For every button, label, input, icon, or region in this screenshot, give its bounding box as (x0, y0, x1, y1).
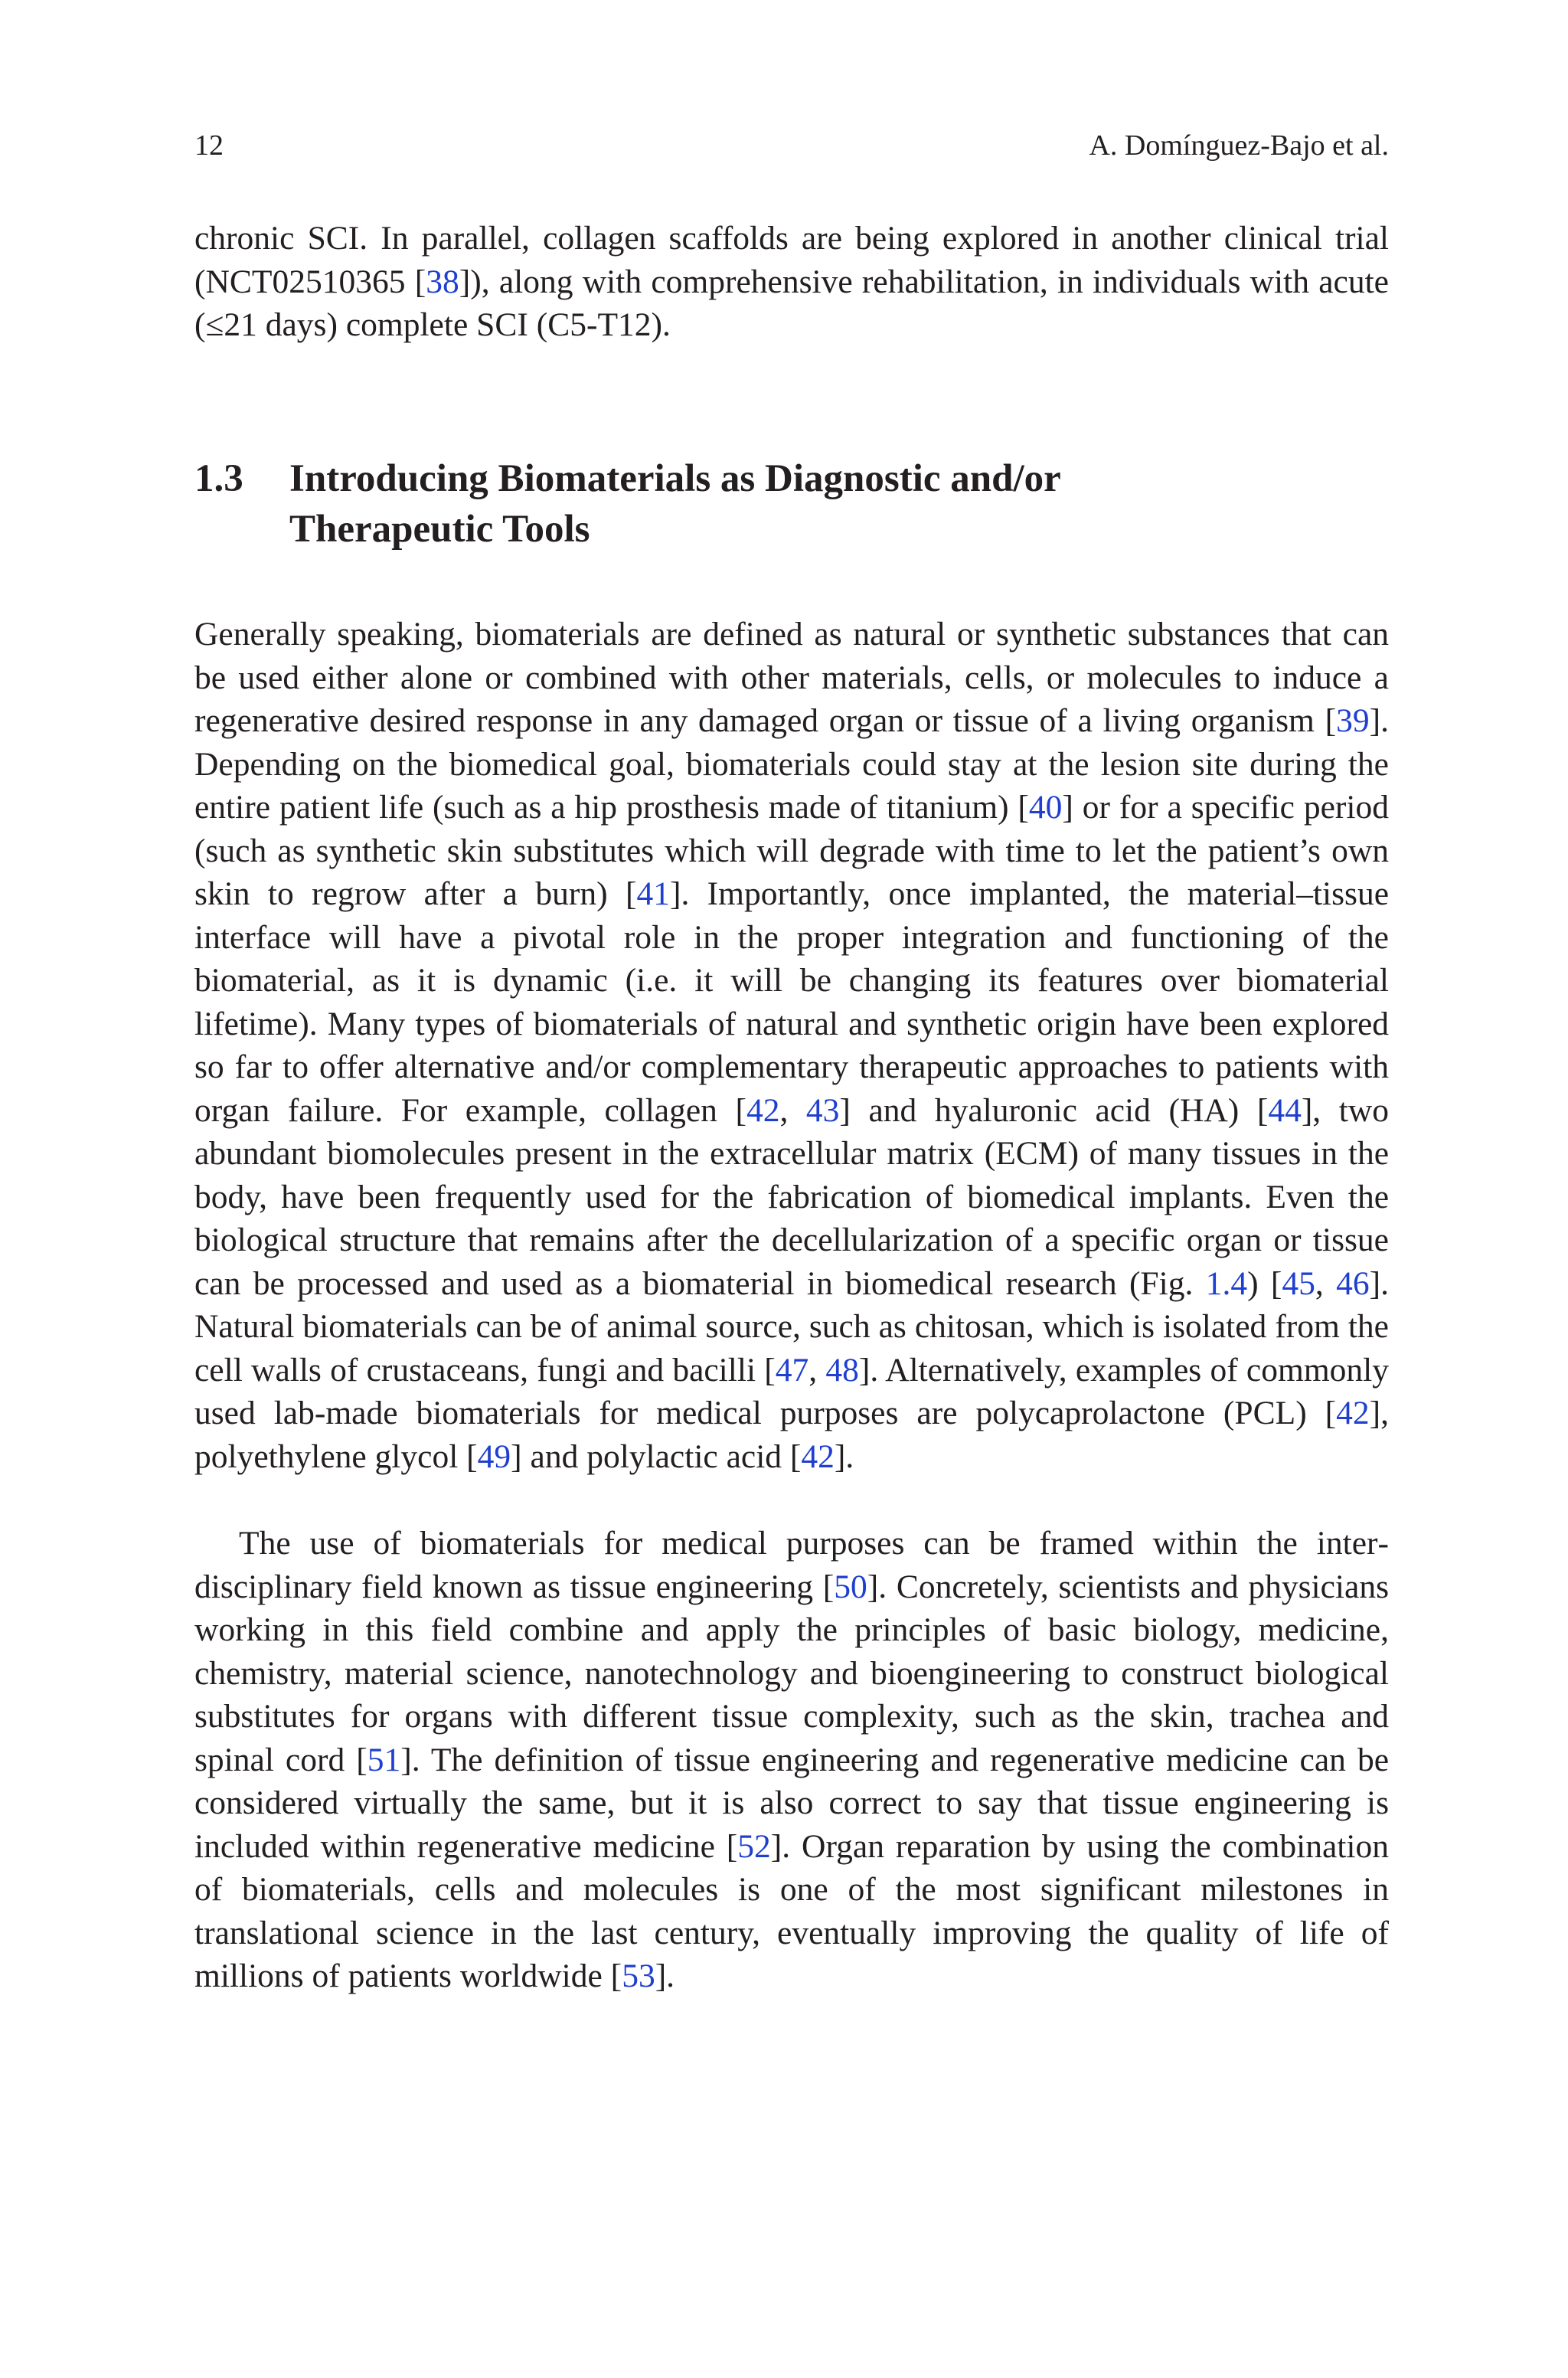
text-run: ]. Concretely, scientists and physicians working in this field combine and apply the principles of basic biology, medicine, chemistry, material science, nanotechnology and bioengineering to construct biological substitutes for organs with different tissue complexity, such as the skin, trachea and spinal cord [ (194, 1568, 1389, 1778)
citation-link[interactable]: 53 (622, 1958, 655, 1994)
section-title-line: Therapeutic Tools (289, 508, 590, 551)
text-run: ]. Organ reparation by using the combination of biomaterials, cells and molecules is one of the most significant milestones in translational science in the last century, eventually improving the quality of life of millions of patients worldwide [ (194, 1827, 1389, 1994)
citation-link[interactable]: 45 (1282, 1264, 1315, 1302)
text-run: ]. Alternatively, examples of commonly used lab-made biomaterials for medical purposes are polycaprolactone (PCL) [ (194, 1351, 1389, 1431)
body-paragraph (194, 613, 1389, 1478)
text-run: ] or for a specific period (such as synthetic skin substitutes which will degrade with time to let the patient’s own skin to regrow after a burn) [ (194, 789, 1389, 912)
citation-link[interactable]: 47 (775, 1351, 809, 1389)
running-head (194, 129, 1389, 162)
text-run: ] and hyaluronic acid (HA) [ (839, 1091, 1269, 1129)
citation-link[interactable]: 50 (834, 1568, 867, 1605)
text-run: , (779, 1091, 806, 1129)
figure-reference-link[interactable]: 1.4 (1205, 1264, 1248, 1302)
text-run: ]. Importantly, once implanted, the material–tissue interface will have a pivotal role in the proper integration and functioning of the biomaterial, as it is dynamic (i.e. it will be changing its features over biomaterial lifetime). Many types of biomaterials of natural and synthetic origin have been explored so far to offer alternative and/or complementary therapeutic approaches to patients with organ failure. For example, collagen [ (194, 875, 1390, 1129)
citation-link[interactable]: 42 (1336, 1395, 1370, 1431)
citation-link[interactable]: 46 (1336, 1264, 1370, 1302)
text-run: ], two abundant biomolecules present in the extracellular matrix (ECM) of many tissues in the body, have been frequently used for the fabrication of biomedical implants. Even the biological structure that remains after the decellularization of a specific organ or tissue can be processed and used as a biomaterial in biomedical research (Fig. (194, 1091, 1389, 1302)
citation-link[interactable]: 48 (825, 1351, 859, 1389)
citation-link[interactable]: 41 (636, 875, 670, 912)
citation-link[interactable]: 43 (805, 1091, 840, 1129)
citation-link[interactable]: 49 (477, 1438, 511, 1475)
citation-link[interactable]: 38 (426, 263, 459, 300)
section-title-line: Introducing Biomaterials as Diagnostic and/or (289, 457, 1061, 500)
text-run: ) [ (1247, 1264, 1282, 1302)
citation-link[interactable]: 42 (746, 1091, 780, 1129)
citation-link[interactable]: 51 (367, 1741, 401, 1778)
citation-link[interactable]: 52 (737, 1827, 771, 1865)
text-run: ] and polylactic acid [ (511, 1438, 802, 1475)
text-run: ], polyethylene glycol [ (194, 1395, 1389, 1475)
citation-link[interactable]: 39 (1336, 702, 1370, 739)
citation-link[interactable]: 44 (1268, 1091, 1302, 1129)
running-head-authors: A. Domínguez-Bajo et al. (1089, 129, 1389, 162)
intro-paragraph (194, 217, 1389, 347)
text-run: ]. (834, 1438, 854, 1475)
section-number: 1.3 (194, 457, 243, 500)
paragraph-text (194, 613, 1389, 1478)
text-run: ]. (655, 1958, 675, 1994)
text-run: , (808, 1351, 826, 1389)
text-run: Generally speaking, biomaterials are defined as natural or synthetic substances that can be used either alone or combined with other materials, cells, or molecules to induce a regenerative desired response in any damaged organ or tissue of a living organism [ (194, 616, 1389, 739)
text-run: chronic SCI. In parallel, collagen scaffolds are being explored in another clinical trial (NCT02510365 [ (194, 220, 1389, 300)
text-run: ]. Natural biomaterials can be of animal source, such as chitosan, which is isolated from the cell walls of crustaceans, fungi and bacilli [ (194, 1264, 1389, 1389)
text-run: ]. The definition of tissue engineering and regenerative medicine can be considered virtually the same, but it is also correct to say that tissue engineering is included within regenerative medicine [ (194, 1741, 1389, 1865)
body-paragraph (194, 1522, 1389, 1998)
citation-link[interactable]: 42 (801, 1438, 835, 1475)
text-run: ]. Depending on the biomedical goal, biomaterials could stay at the lesion site during the entire patient life (such as a hip prosthesis made of titanium) [ (194, 702, 1389, 826)
paragraph-text (194, 217, 1389, 347)
text-run: , (1315, 1264, 1337, 1302)
text-run: The use of biomaterials for medical purposes can be framed within the interdisciplinary field known as tissue engineering [ (194, 1525, 1389, 1605)
section-title (289, 453, 1208, 554)
paragraph-text (194, 1522, 1389, 1998)
text-run: ]), along with comprehensive rehabilitation, in individuals with acute (≤21 days) complete SCI (C5-T12). (194, 263, 1389, 343)
citation-link[interactable]: 40 (1028, 789, 1063, 826)
page-number: 12 (194, 129, 224, 162)
